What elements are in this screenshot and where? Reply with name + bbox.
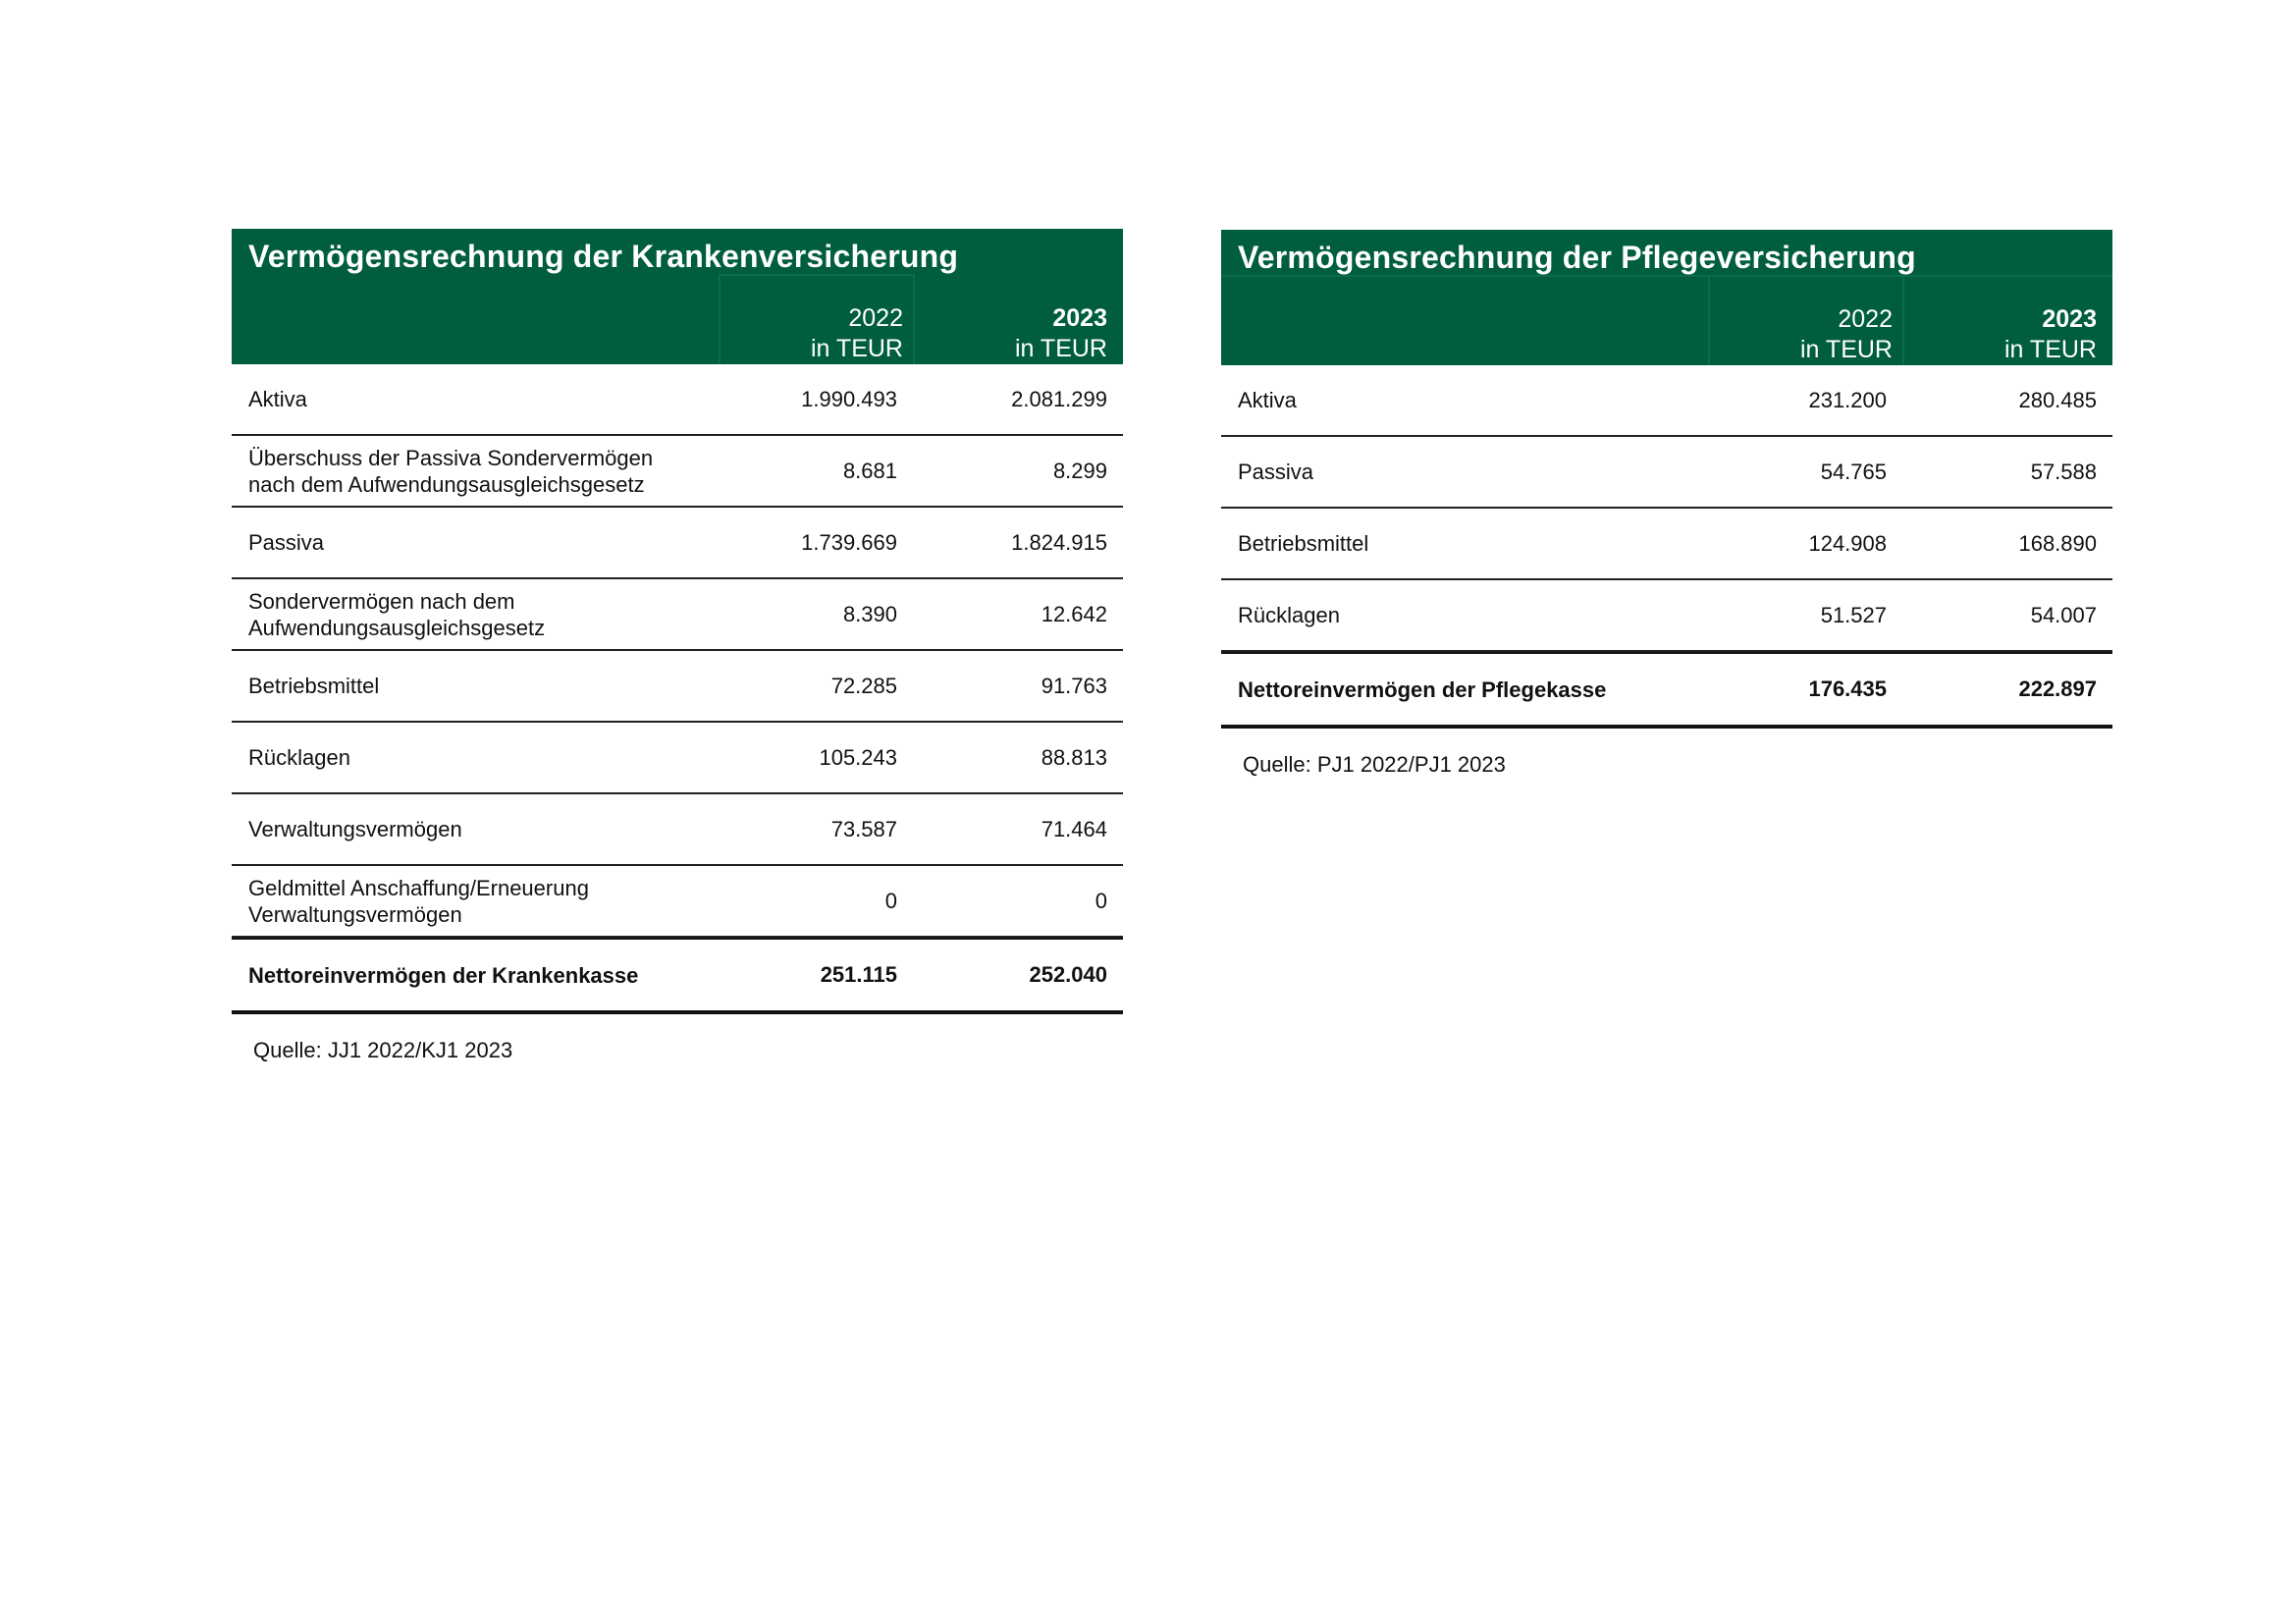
total-row — [232, 938, 1123, 1014]
value-2023: 8.299 — [1052, 458, 1107, 483]
source-note: Quelle: JJ1 2022/KJ1 2023 — [253, 1038, 513, 1062]
table-body — [1221, 365, 2112, 729]
row-label: Überschuss der Passiva Sondervermögen nach dem Aufwendungsausgleichsgesetz — [248, 445, 654, 497]
row-label: Passiva — [1238, 460, 1314, 484]
value-2022: 124.908 — [1808, 530, 1887, 556]
row-label: Geldmittel Anschaffung/Erneuerung Verwaltungsvermögen — [248, 875, 589, 927]
value-2023: 54.007 — [2030, 602, 2097, 627]
table-row — [232, 436, 1123, 508]
table-row — [1221, 365, 2112, 437]
column-header-2023: 2023 in TEUR — [2003, 305, 2097, 363]
krankenversicherung-table — [232, 229, 1123, 1063]
table-row — [232, 866, 1123, 938]
row-label: Aktiva — [1238, 388, 1297, 412]
table-row — [232, 579, 1123, 651]
value-2022: 73.587 — [830, 816, 897, 841]
table-title: Vermögensrechnung der Pflegeversicherung — [1238, 240, 1916, 275]
value-2022: 72.285 — [830, 673, 897, 698]
total-row — [1221, 652, 2112, 729]
value-2022: 1.990.493 — [801, 386, 897, 411]
source-note: Quelle: PJ1 2022/PJ1 2023 — [1243, 752, 1506, 777]
value-2023: 168.890 — [2018, 530, 2097, 556]
row-label: Betriebsmittel — [248, 674, 380, 698]
table-row — [1221, 437, 2112, 509]
table-row — [1221, 580, 2112, 652]
value-2022: 8.681 — [842, 458, 897, 483]
table-title: Vermögensrechnung der Krankenversicherung — [248, 239, 959, 274]
total-2023: 252.040 — [1029, 962, 1107, 987]
row-label: Sondervermögen nach dem Aufwendungsausgleichsgesetz — [248, 588, 546, 640]
value-2023: 280.485 — [2018, 387, 2097, 412]
table-row — [232, 794, 1123, 866]
column-header-2022: 2022 in TEUR — [1799, 305, 1893, 363]
value-2022: 51.527 — [1820, 602, 1887, 627]
value-2022: 54.765 — [1820, 459, 1887, 484]
table-header — [1221, 230, 2112, 365]
row-label: Passiva — [248, 530, 325, 555]
value-2022: 0 — [884, 888, 897, 913]
row-label: Rücklagen — [248, 745, 350, 770]
total-label: Nettoreinvermögen der Pflegekasse — [1238, 677, 1607, 702]
total-2022: 251.115 — [820, 962, 897, 987]
row-label: Rücklagen — [1238, 603, 1340, 627]
total-2022: 176.435 — [1808, 677, 1887, 701]
value-2023: 57.588 — [2030, 459, 2097, 484]
value-2023: 71.464 — [1041, 816, 1107, 841]
table-row — [232, 651, 1123, 723]
row-label: Aktiva — [248, 387, 307, 411]
value-2023: 0 — [1095, 888, 1107, 913]
value-2022: 8.390 — [842, 601, 897, 626]
total-label: Nettoreinvermögen der Krankenkasse — [248, 962, 639, 988]
column-header-2022: 2022 in TEUR — [810, 304, 903, 362]
table-row — [1221, 509, 2112, 580]
value-2023: 88.813 — [1041, 744, 1107, 770]
value-2022: 105.243 — [819, 744, 897, 770]
value-2023: 2.081.299 — [1011, 386, 1107, 411]
table-body — [232, 364, 1123, 1014]
pflegeversicherung-table — [1221, 230, 2112, 778]
table-row — [232, 508, 1123, 579]
row-label: Betriebsmittel — [1238, 531, 1369, 556]
value-2023: 1.824.915 — [1011, 529, 1107, 555]
value-2022: 231.200 — [1808, 387, 1887, 412]
table-header — [232, 229, 1123, 364]
column-header-2023: 2023 in TEUR — [1014, 304, 1107, 362]
table-row — [232, 364, 1123, 436]
total-2023: 222.897 — [2018, 677, 2097, 701]
value-2022: 1.739.669 — [801, 529, 897, 555]
table-row — [232, 723, 1123, 794]
value-2023: 91.763 — [1041, 673, 1107, 698]
value-2023: 12.642 — [1041, 601, 1107, 626]
row-label: Verwaltungsvermögen — [248, 817, 462, 841]
